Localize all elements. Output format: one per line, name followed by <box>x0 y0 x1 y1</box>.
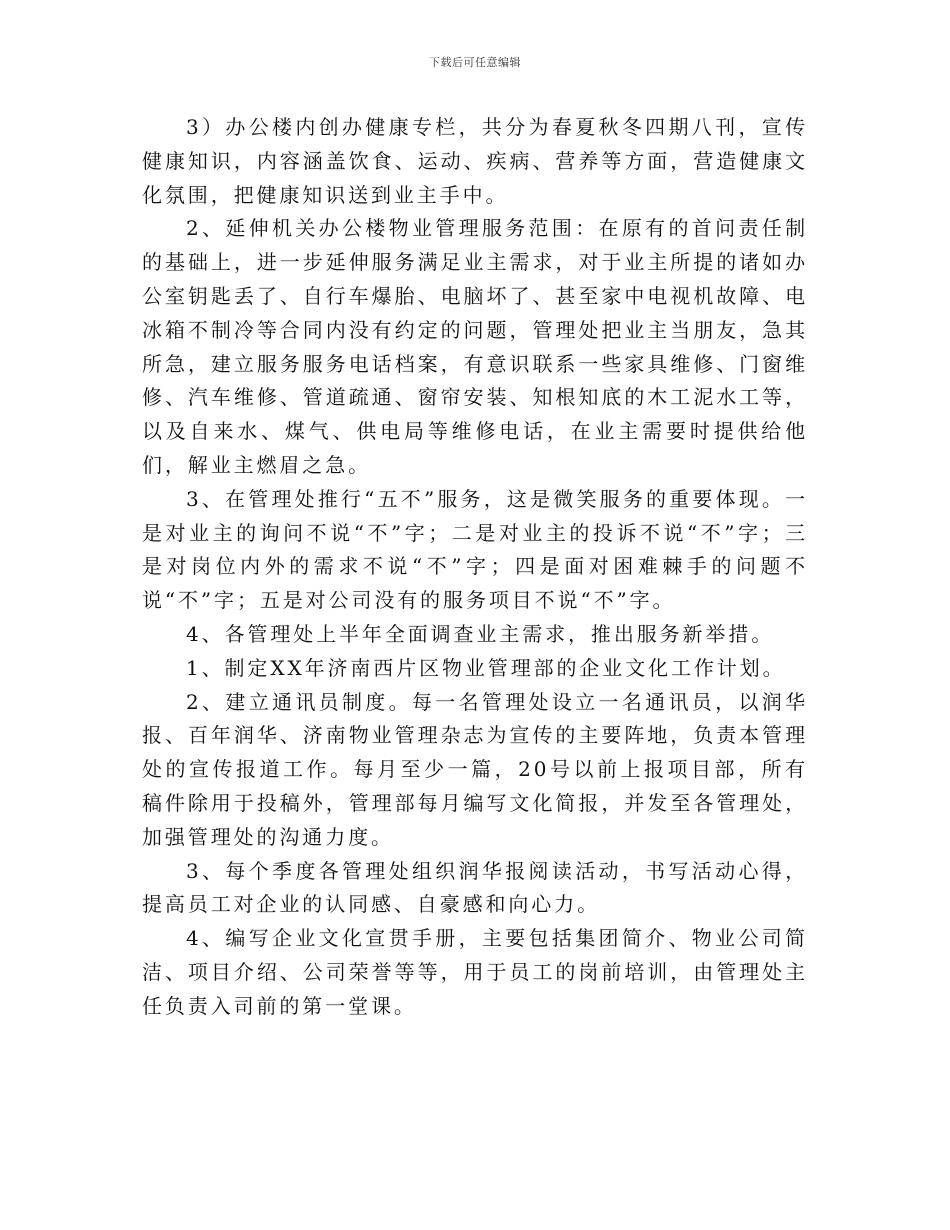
paragraph-five-no-service: 3、在管理处推行“五不”服务，这是微笑服务的重要体现。一是对业主的询问不说“不”字；二是对业主的投诉不说“不”字；三是对岗位内外的需求不说“不”字；四是面对困难棘手的问题不说“不”字；五是对公司没有的服务项目不说“不”字。 <box>142 486 808 613</box>
paragraph-survey-needs: 4、各管理处上半年全面调查业主需求，推出服务新举措。 <box>186 621 775 646</box>
page-header: 下载后可任意编辑 <box>429 56 521 69</box>
paragraph-culture-plan: 1、制定XX年济南西片区物业管理部的企业文化工作计划。 <box>186 655 786 680</box>
paragraph-correspondent-system: 2、建立通讯员制度。每一名管理处设立一名通讯员，以润华报、百年润华、济南物业管理杂志为宣传的主要阵地，负责本管理处的宣传报道工作。每月至少一篇，20号以前上报项目部，所有稿件除用于投稿外，管理部每月编写文化简报，并发至各管理处，加强管理处的沟通力度。 <box>142 689 808 849</box>
paragraph-extend-service-scope: 2、延伸机关办公楼物业管理服务范围：在原有的首问责任制的基础上，进一步延伸服务满足业主需求，对于业主所提的诸如办公室钥匙丢了、自行车爆胎、电脑坏了、甚至家中电视机故障、电冰箱不制冷等合同内没有约定的问题，管理处把业主当朋友，急其所急，建立服务服务电话档案，有意识联系一些家具维修、门窗维修、汽车维修、管道疏通、窗帘安装、知根知底的木工泥水工等，以及自来水、煤气、供电局等维修电话，在业主需要时提供给他们，解业主燃眉之急。 <box>142 216 808 477</box>
document-body <box>142 111 808 1024</box>
paragraph-reading-activity: 3、每个季度各管理处组织润华报阅读活动，书写活动心得，提高员工对企业的认同感、自豪感和向心力。 <box>142 858 808 917</box>
paragraph-culture-handbook: 4、编写企业文化宣贯手册，主要包括集团简介、物业公司简洁、项目介绍、公司荣誉等等，用于员工的岗前培训，由管理处主任负责入司前的第一堂课。 <box>142 926 808 1018</box>
paragraph-health-column: 3）办公楼内创办健康专栏，共分为春夏秋冬四期八刊，宣传健康知识，内容涵盖饮食、运动、疾病、营养等方面，营造健康文化氛围，把健康知识送到业主手中。 <box>142 115 808 207</box>
